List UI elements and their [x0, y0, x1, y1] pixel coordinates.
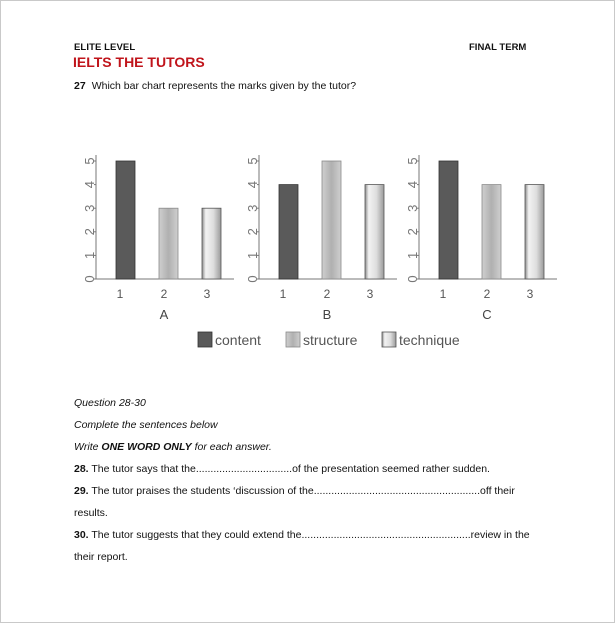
y-tick-label: 5 — [245, 157, 260, 165]
y-tick-label: 3 — [405, 204, 420, 212]
bar — [482, 185, 501, 279]
question-29-text: The tutor praises the students ‘discussion of the.........................................................off their — [91, 485, 515, 497]
question-30-number: 30. — [74, 529, 89, 541]
document-title: IELTS THE TUTORS — [73, 54, 205, 70]
y-tick-label: 2 — [405, 228, 420, 236]
instruction-1: Complete the sentences below — [74, 419, 218, 431]
question-29-number: 29. — [74, 485, 89, 497]
y-tick-label: 2 — [245, 228, 260, 236]
x-tick-label: 1 — [116, 287, 124, 301]
y-tick-label: 5 — [405, 157, 420, 165]
term-label: FINAL TERM — [469, 42, 527, 53]
x-tick-label: 2 — [160, 287, 168, 301]
question-28-text: The tutor says that the.................................of the presentation seemed rather sudden. — [91, 463, 490, 475]
bar-charts-figure — [1, 1, 614, 361]
x-tick-label: 2 — [483, 287, 491, 301]
question-text: Which bar chart represents the marks given by the tutor? — [91, 80, 357, 92]
panel-label: B — [322, 307, 332, 322]
bar — [159, 208, 178, 279]
question-30 — [74, 529, 530, 541]
question-30-continuation: their report. — [74, 551, 128, 563]
x-tick-label: 1 — [439, 287, 447, 301]
x-tick-label: 3 — [526, 287, 534, 301]
question-29 — [74, 485, 515, 497]
question-30-text: The tutor suggests that they could extend the..........................................................review in the — [91, 529, 530, 541]
section-heading: Question 28-30 — [74, 397, 146, 409]
y-tick-label: 1 — [405, 251, 420, 260]
y-tick-label: 0 — [82, 275, 97, 283]
bar — [202, 208, 221, 279]
panel-label: A — [159, 307, 169, 322]
legend-label: technique — [399, 332, 460, 348]
question-28 — [74, 463, 490, 475]
panel-label: C — [482, 307, 492, 322]
y-tick-label: 3 — [82, 204, 97, 212]
bar — [439, 161, 458, 279]
instruction-2 — [74, 441, 272, 453]
y-tick-label: 0 — [245, 275, 260, 283]
y-tick-label: 0 — [405, 275, 420, 283]
y-tick-label: 4 — [405, 180, 420, 189]
instruction-2-bold: ONE WORD ONLY — [101, 441, 192, 453]
bar — [279, 185, 298, 279]
instruction-2-post: for each answer. — [191, 441, 272, 453]
question-number: 27 — [74, 80, 86, 92]
bar — [525, 185, 544, 279]
question-28-number: 28. — [74, 463, 89, 475]
y-tick-label: 1 — [82, 251, 97, 260]
question-29-continuation: results. — [74, 507, 108, 519]
bar — [322, 161, 341, 279]
y-tick-label: 2 — [82, 228, 97, 236]
level-label: ELITE LEVEL — [74, 42, 136, 53]
y-tick-label: 5 — [82, 157, 97, 165]
legend-swatch — [382, 332, 396, 347]
y-tick-label: 1 — [245, 251, 260, 260]
legend-swatch — [198, 332, 212, 347]
legend-swatch — [286, 332, 300, 347]
y-tick-label: 4 — [245, 180, 260, 189]
x-tick-label: 3 — [203, 287, 211, 301]
y-tick-label: 3 — [245, 204, 260, 212]
x-tick-label: 3 — [366, 287, 374, 301]
legend-label: structure — [303, 332, 358, 348]
instruction-2-pre: Write — [74, 441, 102, 453]
x-tick-label: 2 — [323, 287, 331, 301]
legend-label: content — [215, 332, 261, 348]
y-tick-label: 4 — [82, 180, 97, 189]
bar — [365, 185, 384, 279]
bar — [116, 161, 135, 279]
x-tick-label: 1 — [279, 287, 287, 301]
